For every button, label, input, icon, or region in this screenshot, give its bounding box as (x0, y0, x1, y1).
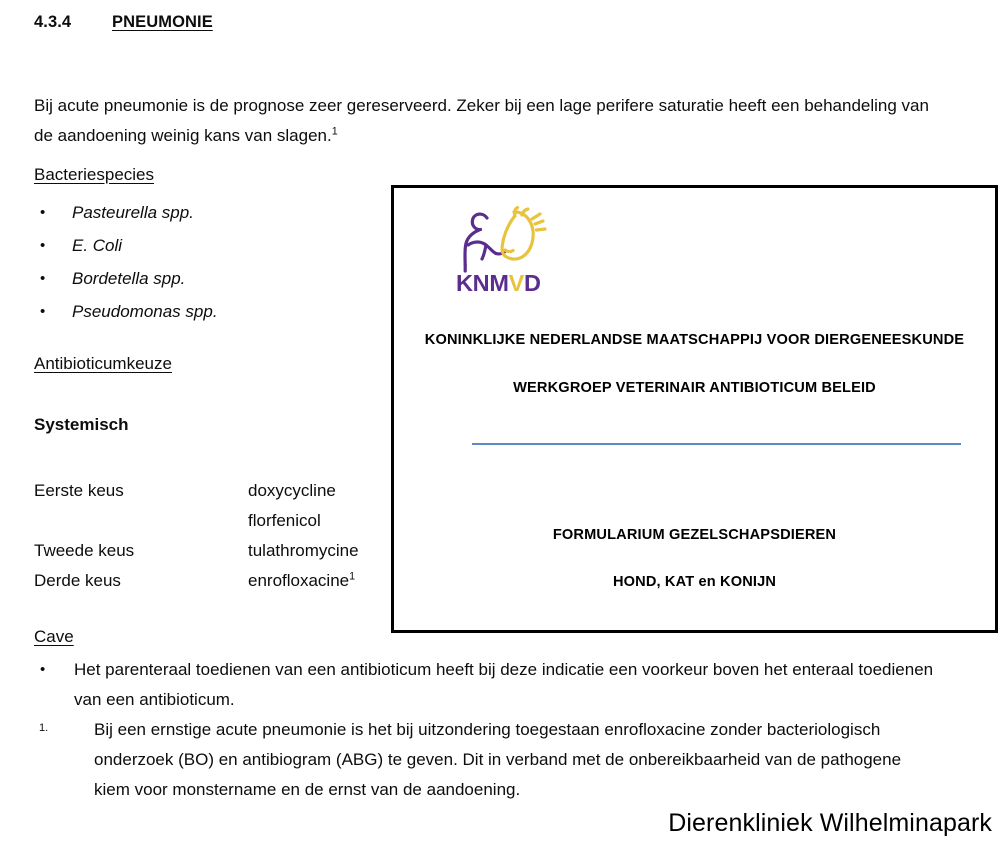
intro-paragraph (34, 91, 934, 151)
list-item (34, 229, 218, 262)
keus-drug: tulathromycine (248, 541, 359, 560)
keus-label: Tweede keus (34, 541, 135, 560)
keus-label: Derde keus (34, 571, 121, 590)
knmvd-cover-box (391, 185, 998, 633)
keus-value (248, 566, 359, 596)
species-label: Bordetella spp. (72, 269, 186, 288)
intro-text: Bij acute pneumonie is de prognose zeer gereserveerd. Zeker bij een lage perifere saturatie heeft een behandeling van de aandoening weinig kans van slagen. (34, 96, 929, 145)
blue-divider (472, 443, 961, 445)
bullet-icon: • (40, 661, 46, 678)
footnote-marker: 1. (39, 722, 49, 734)
list-item (34, 262, 218, 295)
bullet-icon: • (40, 303, 46, 320)
knmvd-logo-icon (454, 205, 554, 297)
species-label: Pasteurella spp. (72, 203, 194, 222)
organisation-name: KONINKLIJKE NEDERLANDSE MAATSCHAPPIJ VOOR DIERGENEESKUNDE (424, 332, 965, 348)
list-item (34, 295, 218, 328)
keus-drug: enrofloxacine (248, 571, 350, 590)
keus-drug: doxycycline (248, 481, 336, 500)
knmvd-wordmark: KNMVD (456, 270, 541, 296)
list-item (34, 196, 218, 229)
intro-footnote-marker: 1 (331, 125, 338, 138)
cave-bullet-text: Het parenteraal toedienen van een antibioticum heeft bij deze indicatie een voorkeur boven het enteraal toedienen van een antibioticum. (74, 660, 934, 709)
keus-drug: florfenicol (248, 511, 321, 530)
footnote-text: Bij een ernstige acute pneumonie is het bij uitzondering toegestaan enrofloxacine zonder bacteriologisch onderzoek (BO) en antibiogram (ABG) te geven. Dit in verband met de onbereikbaarheid van de pathogene kiem voor monstername en de ernst van de aandoening. (94, 720, 902, 799)
keus-value (248, 536, 359, 566)
footer-clinic-name: Dierenkliniek Wilhelminapark (668, 809, 992, 837)
species-label: E. Coli (72, 236, 123, 255)
table-row (34, 536, 359, 566)
antibioticumkeuze-header: Antibioticumkeuze (34, 354, 172, 373)
species-label: Pseudomonas spp. (72, 302, 218, 321)
formularium-title: FORMULARIUM GEZELSCHAPSDIEREN (552, 527, 837, 543)
section-number: 4.3.4 (34, 13, 72, 31)
section-title: PNEUMONIE (112, 13, 213, 31)
footnote-item (34, 715, 934, 805)
list-item (34, 655, 934, 715)
table-row (34, 476, 359, 506)
bacteriespecies-header: Bacteriespecies (34, 165, 155, 184)
workgroup-name: WERKGROEP VETERINAIR ANTIBIOTICUM BELEID (513, 380, 876, 396)
keus-footnote-marker: 1 (349, 570, 356, 583)
bacteriespecies-list (34, 196, 218, 328)
keus-value (248, 506, 359, 536)
bullet-icon: • (40, 204, 46, 221)
cave-header: Cave (34, 627, 74, 646)
keus-value (248, 476, 359, 506)
cave-list (34, 655, 934, 805)
keus-label (34, 506, 248, 536)
systemisch-subheader: Systemisch (34, 415, 129, 434)
formularium-species-line: HOND, KAT en KONIJN (612, 574, 777, 590)
bullet-icon: • (40, 237, 46, 254)
bullet-icon: • (40, 270, 46, 287)
table-row (34, 506, 359, 536)
antibiotic-choice-table (34, 476, 359, 596)
keus-label: Eerste keus (34, 481, 124, 500)
table-row (34, 566, 359, 596)
page-title (34, 13, 213, 32)
